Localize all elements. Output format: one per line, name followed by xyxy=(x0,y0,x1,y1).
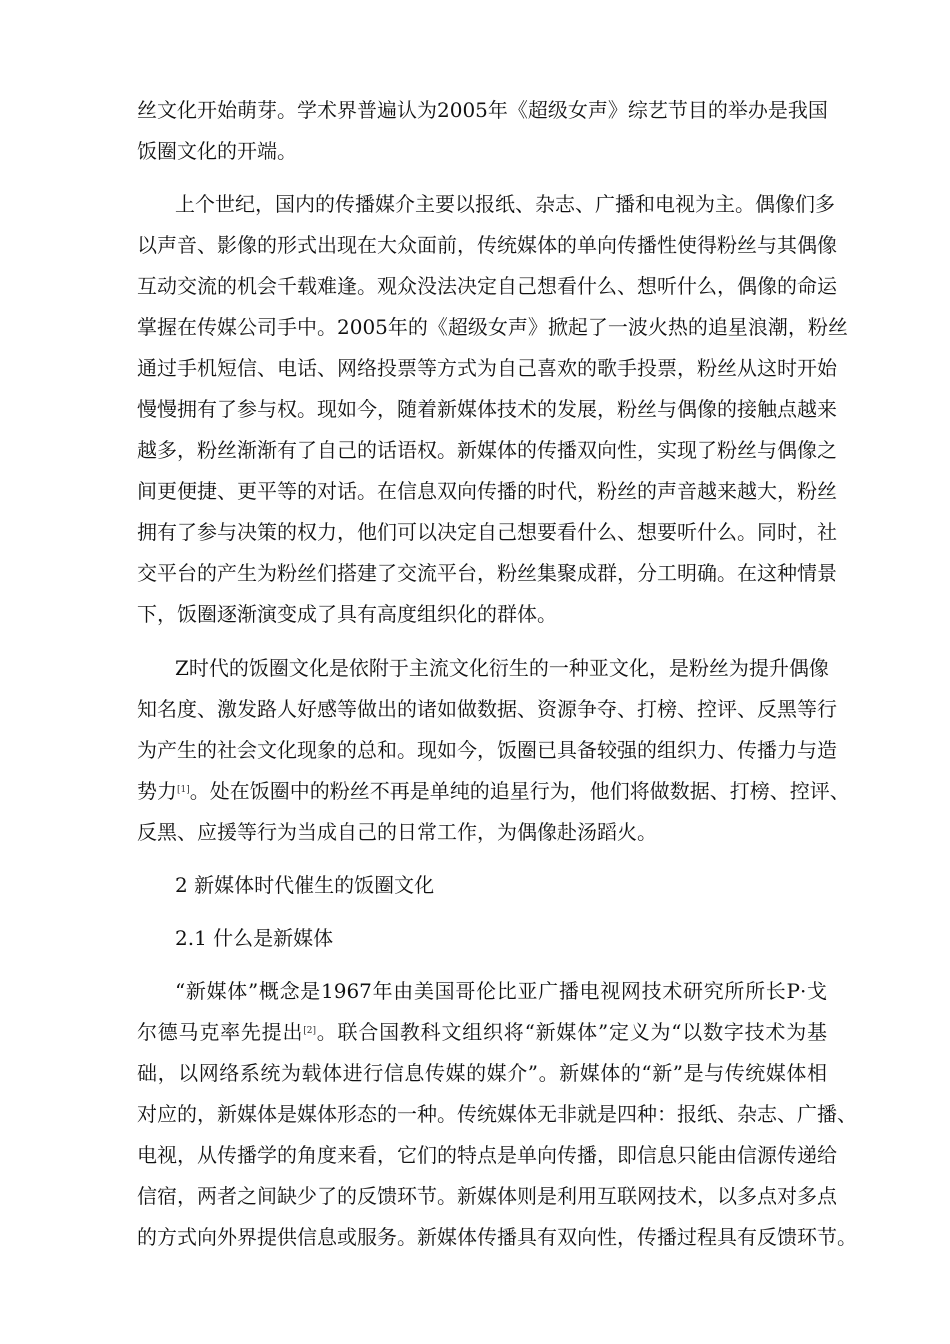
paragraph-line xyxy=(137,774,850,808)
citation-ref[interactable]: [2] xyxy=(303,1026,316,1036)
paragraph-line: 通过手机短信、电话、网络投票等方式为自己喜欢的歌手投票，粉丝从这时开始 xyxy=(137,356,837,380)
paragraph-line: 上个世纪，国内的传播媒介主要以报纸、杂志、广播和电视为主。偶像们多 xyxy=(175,192,835,216)
citation-ref[interactable]: [1] xyxy=(177,785,190,795)
paragraph-line: 交平台的产生为粉丝们搭建了交流平台，粉丝集聚成群，分工明确。在这种情景 xyxy=(137,561,837,585)
paragraph-line: “新媒体”概念是1967年由美国哥伦比亚广播电视网技术研究所所长P·戈 xyxy=(175,979,827,1003)
paragraph-line: 下，饭圈逐渐演变成了具有高度组织化的群体。 xyxy=(137,602,557,626)
paragraph-line: 础，以网络系统为载体进行信息传媒的媒介”。新媒体的“新”是与传统媒体相 xyxy=(137,1061,827,1085)
paragraph-line: 掌握在传媒公司手中。2005年的《超级女声》掀起了一波火热的追星浪潮，粉丝 xyxy=(137,315,848,339)
paragraph-line: 慢慢拥有了参与权。现如今，随着新媒体技术的发展，粉丝与偶像的接触点越来 xyxy=(137,397,837,421)
paragraph-line: 越多，粉丝渐渐有了自己的话语权。新媒体的传播双向性，实现了粉丝与偶像之 xyxy=(137,438,837,462)
paragraph-line: 为产生的社会文化现象的总和。现如今，饭圈已具备较强的组织力、传播力与造 xyxy=(137,738,837,762)
text-run: 。联合国教科文组织将“新媒体”定义为“以数字技术为基 xyxy=(316,1020,827,1044)
paragraph-line: 间更便捷、更平等的对话。在信息双向传播的时代，粉丝的声音越来越大，粉丝 xyxy=(137,479,837,503)
paragraph-line: 电视，从传播学的角度来看，它们的特点是单向传播，即信息只能由信源传递给 xyxy=(137,1143,837,1167)
paragraph-line: 知名度、激发路人好感等做出的诸如做数据、资源争夺、打榜、控评、反黑等行 xyxy=(137,697,837,721)
subsection-heading: 2.1 什么是新媒体 xyxy=(175,926,334,950)
paragraph-line: 反黑、应援等行为当成自己的日常工作，为偶像赴汤蹈火。 xyxy=(137,820,657,844)
section-heading: 2 新媒体时代催生的饭圈文化 xyxy=(175,873,435,897)
paragraph-line: 互动交流的机会千载难逢。观众没法决定自己想看什么、想听什么，偶像的命运 xyxy=(137,274,837,298)
paragraph-line xyxy=(137,1015,827,1049)
text-run: 。处在饭圈中的粉丝不再是单纯的追星行为，他们将做数据、打榜、控评、 xyxy=(189,779,850,803)
paragraph-line: 以声音、影像的形式出现在大众面前，传统媒体的单向传播性使得粉丝与其偶像 xyxy=(137,233,837,257)
paragraph-line: 饭圈文化的开端。 xyxy=(137,139,297,163)
text-run: 尔德马克率先提出 xyxy=(137,1020,304,1044)
paragraph-line: 信宿，两者之间缺少了的反馈环节。新媒体则是利用互联网技术，以多点对多点 xyxy=(137,1184,837,1208)
paragraph-line: Z时代的饭圈文化是依附于主流文化衍生的一种亚文化，是粉丝为提升偶像 xyxy=(175,656,829,680)
paragraph-line: 拥有了参与决策的权力，他们可以决定自己想要看什么、想要听什么。同时，社 xyxy=(137,520,837,544)
paragraph-line: 对应的，新媒体是媒体形态的一种。传统媒体无非就是四种：报纸、杂志、广播、 xyxy=(137,1102,857,1126)
text-run: 势力 xyxy=(137,779,177,803)
paragraph-line: 的方式向外界提供信息或服务。新媒体传播具有双向性，传播过程具有反馈环节。 xyxy=(137,1225,857,1249)
paragraph-line: 丝文化开始萌芽。学术界普遍认为2005年《超级女声》综艺节目的举办是我国 xyxy=(137,98,828,122)
